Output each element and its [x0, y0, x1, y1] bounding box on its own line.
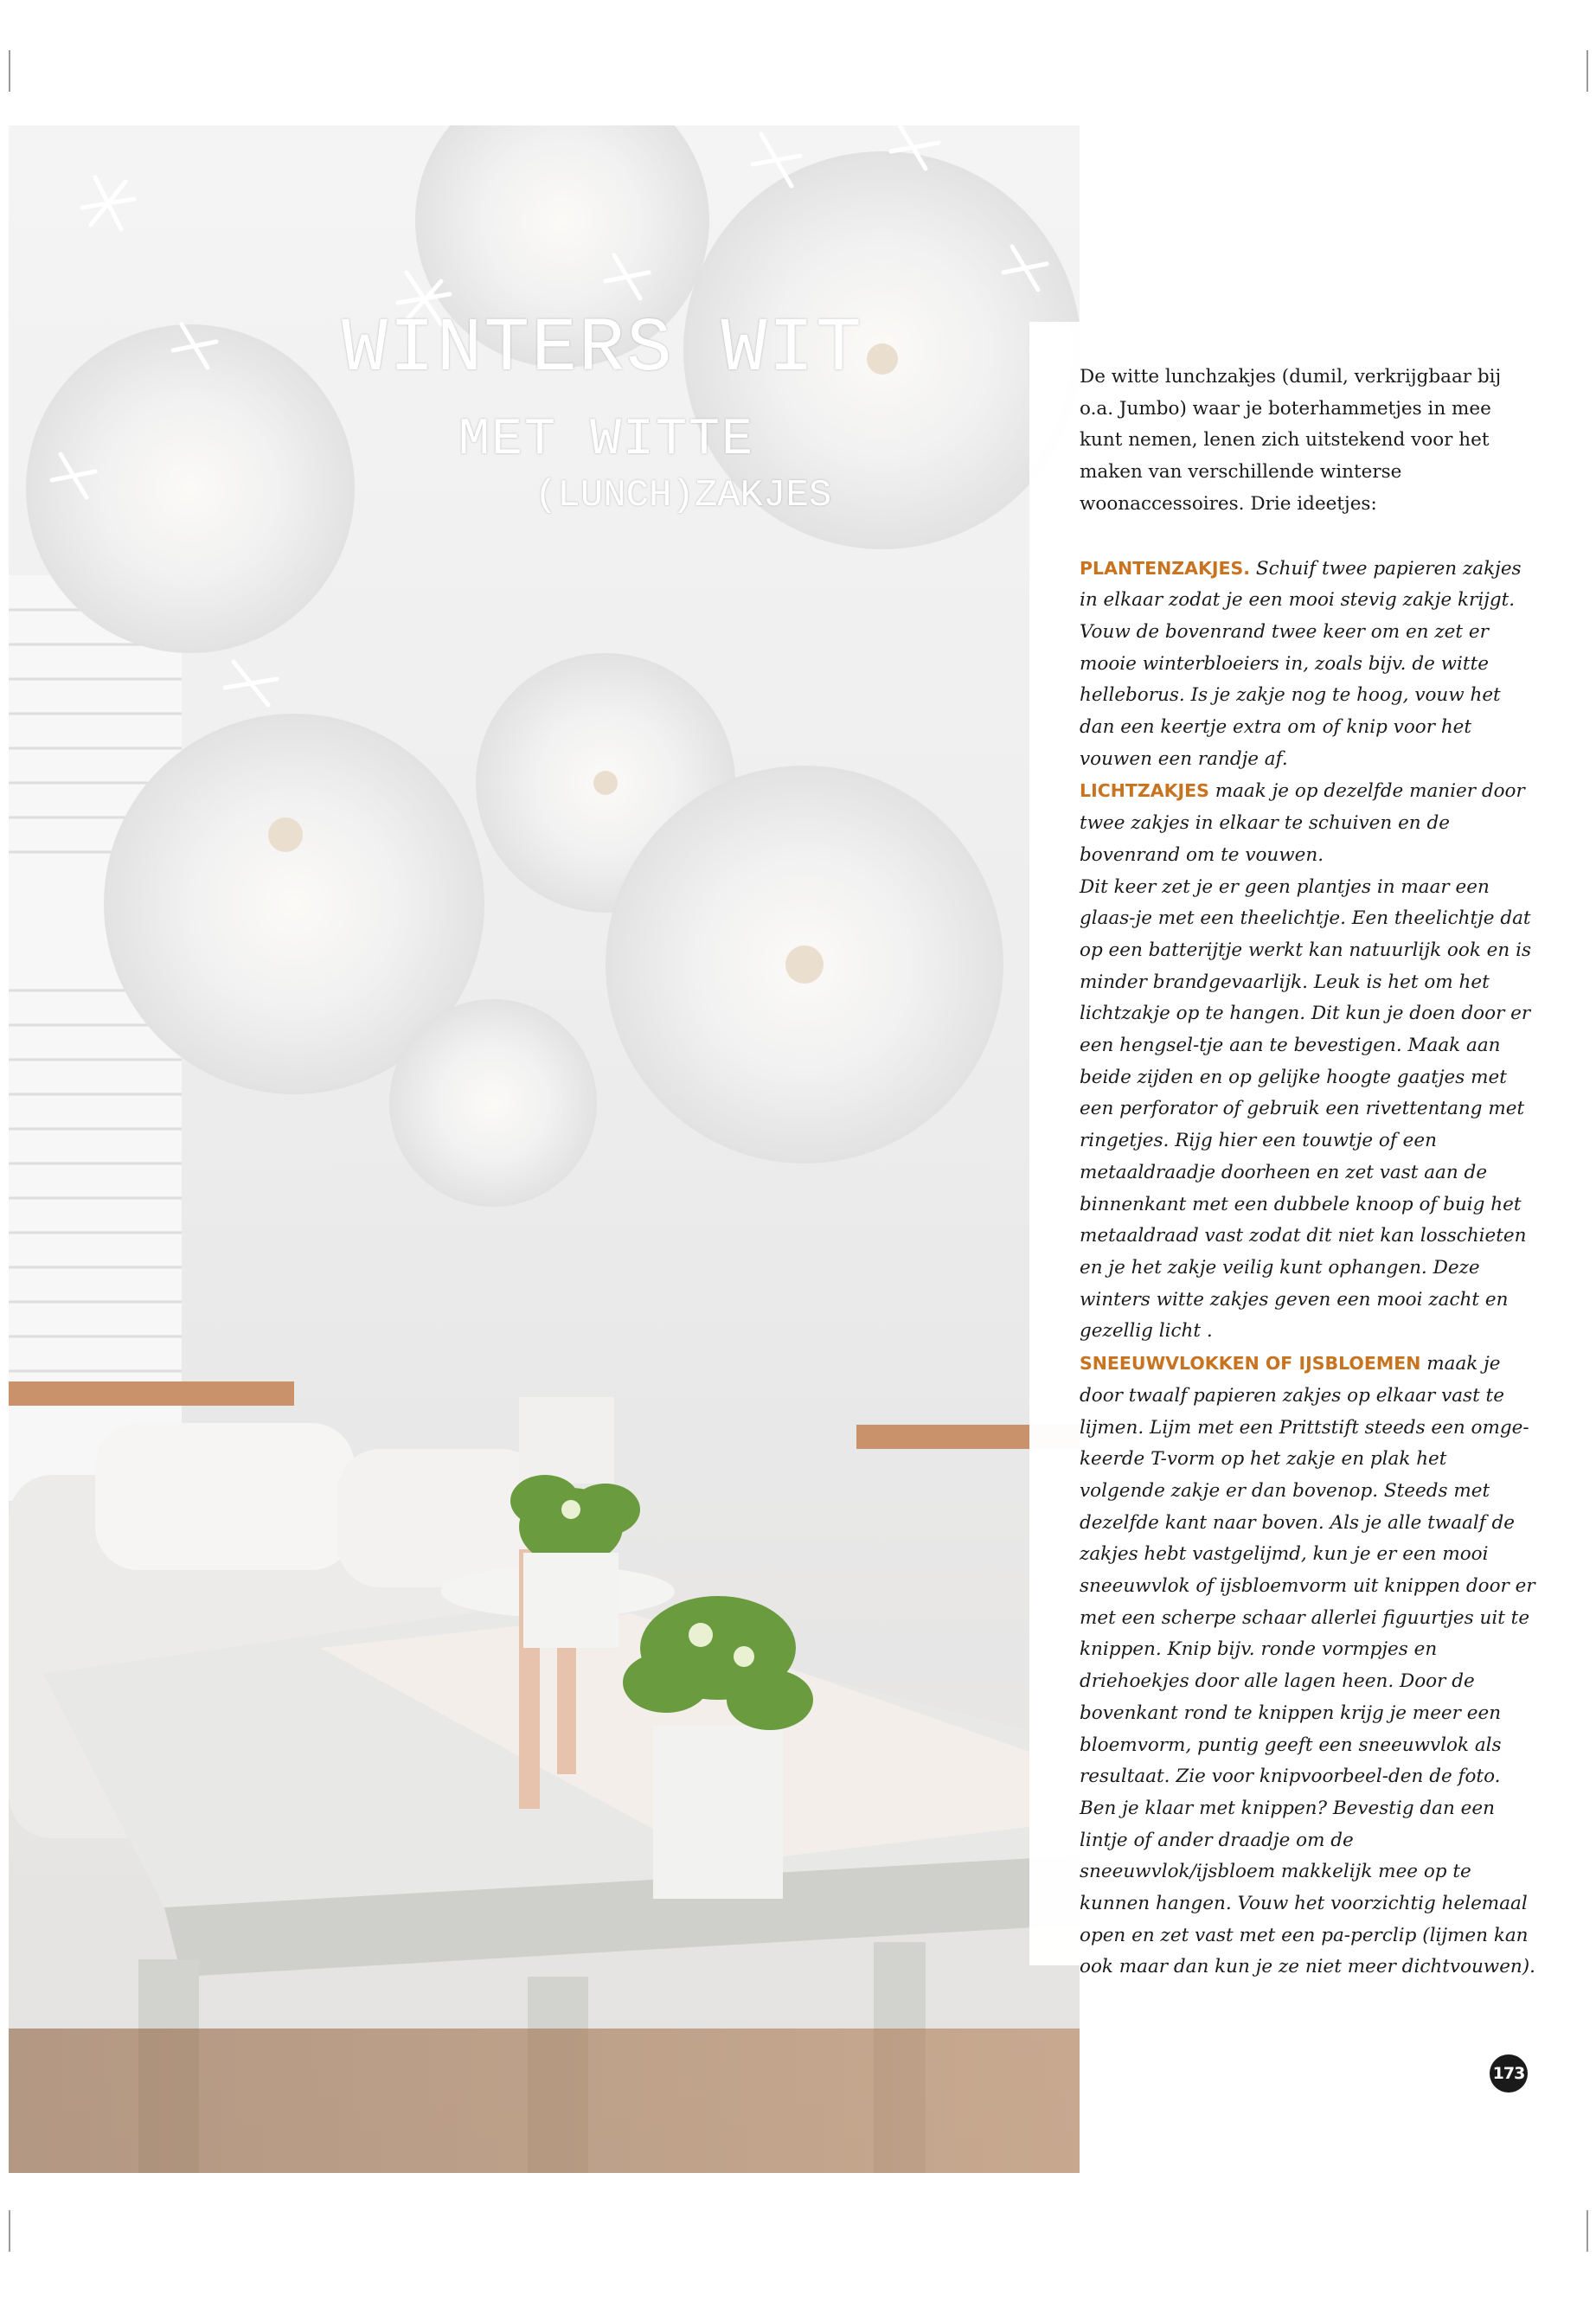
- crop-mark-top-right: [1586, 50, 1588, 92]
- section-text-continued: Dit keer zet je er geen plantjes in maar een glaas-je met een theelichtje. Een theelichtje dat op een batterijtje werkt kan natuurlijk ook en is minder brandgevaarlijk. Leuk is het om het lichtzakje op te hangen. Dit kun je doen door er een hengsel-tje aan te bevestigen. Maak aan beide zijden en op gelijke hoogte gaatjes met een perforator of gebruik een rivettentang met ringetjes. Rijg hier een touwtje of een metaaldraadje doorheen en zet vast aan de binnenkant met een dubbele knoop of buig het metaaldraad vast zodat dit niet kan losschieten en je het zakje veilig kunt ophangen. Deze winters witte zakjes geven een mooi zacht en gezellig licht .: [1080, 875, 1531, 1343]
- section-text: maak je door twaalf papieren zakjes op elkaar vast te lijmen. Lijm met een Prittstift steeds een omge-keerde T-vorm op het zakje en plak het volgende zakje er dan bovenop. Steeds met dezelfde kant naar boven. Als je alle twaalf de zakjes hebt vastgelijmd, kun je er een mooi sneeuwvlok of ijsbloemvorm uit knippen door er met een scherpe schaar allerlei figuurtjes uit te knippen. Knip bijv. ronde vormpjes en driehoekjes door alle lagen heen. Door de bovenkant rond te knippen krijg je meer een bloemvorm, puntig geeft een sneeuwvlok als resultaat. Zie voor knipvoorbeel-den de foto.: [1080, 1353, 1535, 1788]
- section-plantenzakjes: [1080, 553, 1538, 1984]
- intro-paragraph: De witte lunchzakjes (dumil, verkrijgbaar bij o.a. Jumbo) waar je boterhammetjes in mee kunt nemen, lenen zich uitstekend voor het maken van verschillende winterse woonaccessoires. Drie ideetjes:: [1080, 366, 1502, 515]
- crop-mark-bottom-right: [1586, 2210, 1588, 2252]
- article-body: [1080, 362, 1538, 1984]
- section-heading: LICHTZAKJES: [1080, 780, 1209, 802]
- section-heading: SNEEUWVLOKKEN OF IJSBLOEMEN: [1080, 1353, 1421, 1375]
- crop-mark-top-left: [9, 50, 10, 92]
- headline-met-witte: MET WITTE: [458, 411, 755, 470]
- crop-mark-bottom-left: [9, 2210, 10, 2252]
- page-number-badge: 173: [1490, 2054, 1528, 2093]
- headline-lunch-zakjes: (LUNCH)ZAKJES: [535, 474, 832, 517]
- headline-winters-wit: WINTERS WIT: [342, 307, 863, 393]
- section-text: Schuif twee papieren zakjes in elkaar zodat je een mooi stevig zakje krijgt. Vouw de bovenrand twee keer om en zet er mooie winterbloeiers in, zoals bijv. de witte helleborus. Is je zakje nog te hoog, vouw het dan een keertje extra om of knip voor het vouwen een randje af.: [1080, 557, 1522, 770]
- section-text: maak je op dezelfde manier door twee zakjes in elkaar te schuiven en de bovenrand om te vouwen.: [1080, 780, 1525, 866]
- section-heading: PLANTENZAKJES.: [1080, 557, 1251, 579]
- section-text-continued: Ben je klaar met knippen? Bevestig dan een lintje of ander draadje om de sneeuwvlok/ijsbloem makkelijk mee op te kunnen hangen. Vouw het voorzichtig helemaal open en zet vast met een pa-perclip (lijmen kan ook maar dan kun je ze niet meer dichtvouwen).: [1080, 1797, 1535, 1978]
